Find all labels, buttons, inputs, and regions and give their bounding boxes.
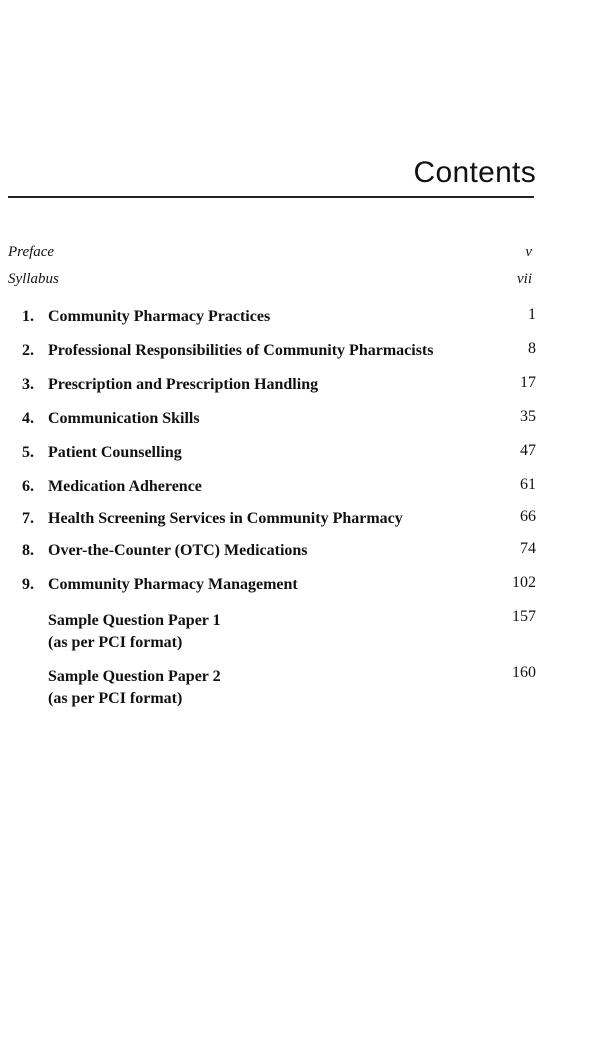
toc-page-number: vii bbox=[517, 271, 532, 287]
toc-page-number: 61 bbox=[520, 476, 536, 493]
chapter-title: Communication Skills bbox=[48, 410, 200, 427]
chapter-number: 3. bbox=[22, 376, 34, 393]
toc-page-number: 35 bbox=[520, 408, 536, 425]
chapter-title: Over-the-Counter (OTC) Medications bbox=[48, 542, 308, 559]
toc-page-number: 17 bbox=[520, 374, 536, 391]
toc-page-number: 160 bbox=[512, 664, 536, 681]
chapter-number: 9. bbox=[22, 576, 34, 593]
sample-paper-note: (as per PCI format) bbox=[48, 690, 183, 707]
toc-entry-label: Preface bbox=[8, 244, 55, 260]
chapter-title: Professional Responsibilities of Community Pharmacists bbox=[48, 342, 434, 359]
toc-page-number: 1 bbox=[528, 306, 536, 323]
toc-page-number: 66 bbox=[520, 508, 536, 525]
toc-entry-label: Syllabus bbox=[8, 271, 59, 287]
chapter-number: 7. bbox=[22, 510, 34, 527]
chapter-number: 2. bbox=[22, 342, 34, 359]
sample-paper-note: (as per PCI format) bbox=[48, 634, 183, 651]
chapter-number: 1. bbox=[22, 308, 34, 325]
toc-entry-preface[interactable] bbox=[8, 244, 534, 261]
toc-entry-syllabus[interactable] bbox=[8, 271, 534, 288]
title-divider bbox=[8, 196, 534, 198]
toc-page-number: 102 bbox=[512, 574, 536, 591]
toc-page-number: 157 bbox=[512, 608, 536, 625]
chapter-number: 8. bbox=[22, 542, 34, 559]
chapter-title: Health Screening Services in Community Pharmacy bbox=[48, 510, 403, 527]
chapter-number: 6. bbox=[22, 478, 34, 495]
chapter-number: 5. bbox=[22, 444, 34, 461]
chapter-title: Prescription and Prescription Handling bbox=[48, 376, 319, 393]
sample-paper-title: Sample Question Paper 1 bbox=[48, 612, 221, 629]
page-title: Contents bbox=[413, 156, 536, 189]
chapter-title: Medication Adherence bbox=[48, 478, 202, 495]
sample-paper-title: Sample Question Paper 2 bbox=[48, 668, 221, 685]
chapter-title: Patient Counselling bbox=[48, 444, 182, 461]
toc-sample-paper-1[interactable] bbox=[48, 610, 536, 654]
toc-sample-paper-2[interactable] bbox=[48, 666, 536, 710]
chapter-number: 4. bbox=[22, 410, 34, 427]
chapter-title: Community Pharmacy Management bbox=[48, 576, 298, 593]
toc-page-number: 8 bbox=[528, 340, 536, 357]
chapter-title: Community Pharmacy Practices bbox=[48, 308, 271, 325]
toc-page-number: 74 bbox=[520, 540, 536, 557]
toc-page-number: v bbox=[525, 244, 532, 260]
toc-page-number: 47 bbox=[520, 442, 536, 459]
